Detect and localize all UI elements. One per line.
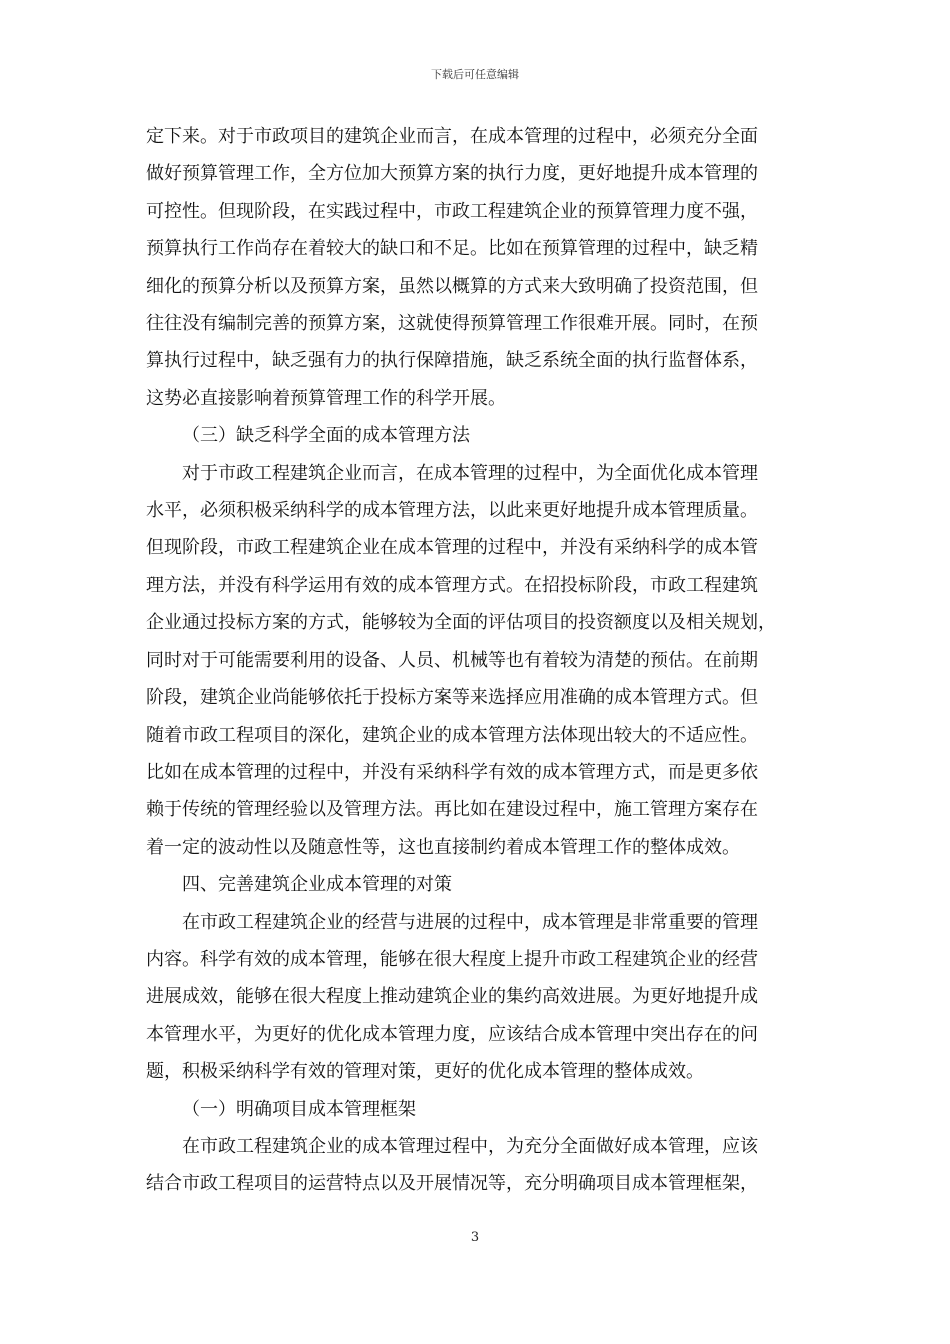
text-line: 比如在成本管理的过程中，并没有采纳科学有效的成本管理方式，而是更多依 — [146, 761, 758, 783]
text-line: 本管理水平，为更好的优化成本管理力度，应该结合成本管理中突出存在的问 — [146, 1023, 758, 1045]
text-line: （三）缺乏科学全面的成本管理方法 — [182, 425, 470, 447]
text-line: （一）明确项目成本管理框架 — [182, 1098, 416, 1120]
text-line: 预算执行工作尚存在着较大的缺口和不足。比如在预算管理的过程中，缺乏精 — [146, 238, 758, 260]
text-line: 细化的预算分析以及预算方案，虽然以概算的方式来大致明确了投资范围，但 — [146, 275, 758, 297]
text-line: 着一定的波动性以及随意性等，这也直接制约着成本管理工作的整体成效。 — [146, 836, 740, 858]
text-line: 但现阶段，市政工程建筑企业在成本管理的过程中，并没有采纳科学的成本管 — [146, 537, 758, 559]
page-header: 下载后可任意编辑 — [431, 68, 519, 81]
text-line: 进展成效，能够在很大程度上推动建筑企业的集约高效进展。为更好地提升成 — [146, 986, 758, 1008]
text-line: 理方法，并没有科学运用有效的成本管理方式。在招投标阶段，市政工程建筑 — [146, 574, 758, 596]
text-line: 可控性。但现阶段，在实践过程中，市政工程建筑企业的预算管理力度不强， — [146, 200, 758, 222]
page-number: 3 — [470, 1230, 480, 1245]
text-line: 对于市政工程建筑企业而言，在成本管理的过程中，为全面优化成本管理 — [182, 462, 758, 484]
text-line: 内容。科学有效的成本管理，能够在很大程度上提升市政工程建筑企业的经营 — [146, 948, 758, 970]
text-line: 算执行过程中，缺乏强有力的执行保障措施，缺乏系统全面的执行监督体系， — [146, 350, 758, 372]
text-line: 随着市政工程项目的深化，建筑企业的成本管理方法体现出较大的不适应性。 — [146, 724, 758, 746]
document-body — [146, 118, 810, 1203]
text-line: 定下来。对于市政项目的建筑企业而言，在成本管理的过程中，必须充分全面 — [146, 126, 758, 147]
text-line: 做好预算管理工作，全方位加大预算方案的执行力度，更好地提升成本管理的 — [146, 163, 758, 185]
text-line: 赖于传统的管理经验以及管理方法。再比如在建设过程中，施工管理方案存在 — [146, 799, 758, 821]
text-line: 往往没有编制完善的预算方案，这就使得预算管理工作很难开展。同时，在预 — [146, 313, 758, 335]
text-line: 阶段，建筑企业尚能够依托于投标方案等来选择应用准确的成本管理方式。但 — [146, 687, 758, 709]
text-line: 在市政工程建筑企业的成本管理过程中，为充分全面做好成本管理，应该 — [182, 1135, 758, 1157]
text-line: 同时对于可能需要利用的设备、人员、机械等也有着较为清楚的预估。在前期 — [146, 649, 758, 671]
text-line: 结合市政工程项目的运营特点以及开展情况等，充分明确项目成本管理框架， — [146, 1173, 758, 1195]
text-line: 题，积极采纳科学有效的管理对策，更好的优化成本管理的整体成效。 — [146, 1061, 704, 1083]
text-line: 在市政工程建筑企业的经营与进展的过程中，成本管理是非常重要的管理 — [182, 911, 758, 933]
text-line: 四、完善建筑企业成本管理的对策 — [182, 874, 452, 896]
text-line: 企业通过投标方案的方式，能够较为全面的评估项目的投资额度以及相关规划， — [146, 612, 776, 634]
text-line: 水平，必须积极采纳科学的成本管理方法，以此来更好地提升成本管理质量。 — [146, 500, 758, 522]
text-line: 这势必直接影响着预算管理工作的科学开展。 — [146, 387, 506, 409]
